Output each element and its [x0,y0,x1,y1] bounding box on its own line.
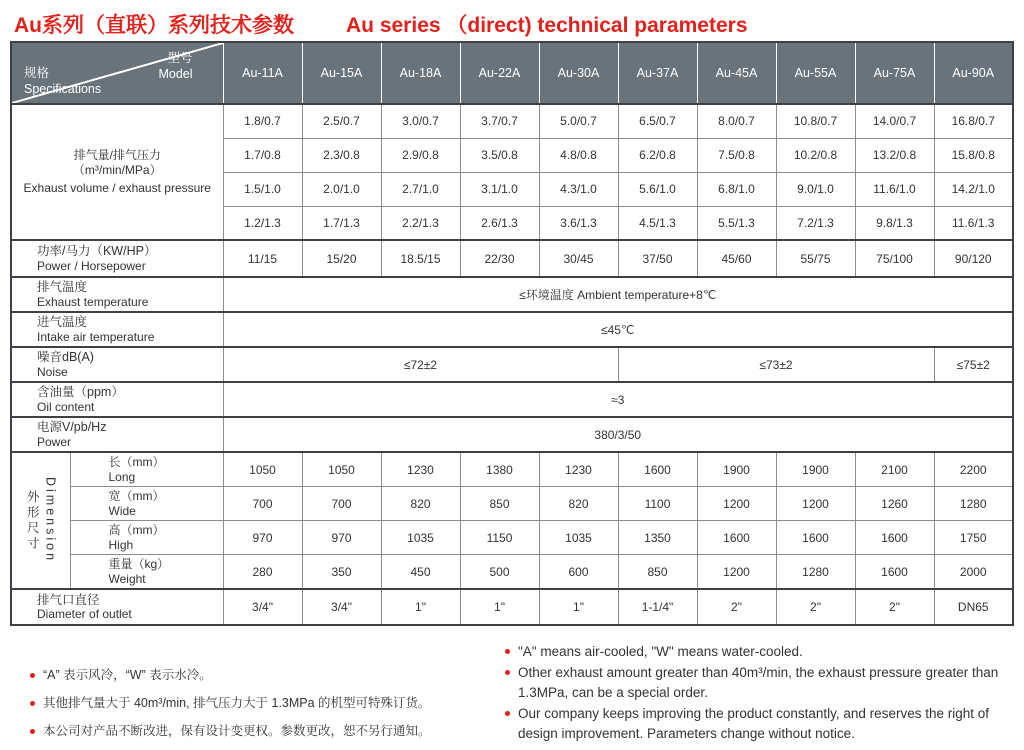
outlet-label-en: Diameter of outlet [37,607,132,621]
outlet-value-cell: 1" [460,589,539,625]
footnote-en-item: "A" means air-cooled, "W" means water-cooled. [505,642,1013,662]
exhaust-temp-label-zh: 排气温度 [37,280,88,294]
exhaust-temp-row [11,277,1013,312]
outlet-value-cell: 2" [776,589,855,625]
exhaust-value-cell: 2.7/1.0 [381,172,460,206]
exhaust-label-en: Exhaust volume / exhaust pressure [23,181,211,195]
power-value-cell: 11/15 [223,240,302,277]
exhaust-label-zh: 排气量/排气压力 [73,148,161,162]
oil-content-label-zh: 含油量（ppm） [37,385,124,399]
model-header-cell: Au-45A [697,42,776,104]
exhaust-value-cell: 3.1/1.0 [460,172,539,206]
intake-temp-row [11,312,1013,347]
outlet-row [11,589,1013,625]
corner-spec-en: Specifications [24,82,102,96]
dimension-row-long [11,452,1013,487]
page-title-en: Au series （direct) technical parameters [346,14,748,37]
noise-value-mid: ≤73±2 [618,347,934,382]
intake-temp-label-en: Intake air temperature [37,329,155,344]
model-header-cell: Au-37A [618,42,697,104]
noise-label-en: Noise [37,364,68,379]
exhaust-temp-label-en: Exhaust temperature [37,294,149,309]
dimension-high-value-cell: 1600 [776,521,855,555]
noise-row [11,347,1013,382]
dimension-wide-value-cell: 1100 [618,487,697,521]
dimension-wide-value-cell: 1200 [697,487,776,521]
power-value-cell: 75/100 [855,240,934,277]
model-header-cell: Au-22A [460,42,539,104]
dimension-weight-value-cell: 1280 [776,555,855,590]
exhaust-value-cell: 2.6/1.3 [460,206,539,240]
exhaust-value-cell: 10.2/0.8 [776,138,855,172]
dimension-weight-value-cell: 350 [302,555,381,590]
dimension-long-value-cell: 1230 [381,452,460,487]
exhaust-value-cell: 5.5/1.3 [697,206,776,240]
footnote-en-item: Other exhaust amount greater than 40m³/min, the exhaust pressure greater than 1.3MPa, can be a special order. [505,663,1013,703]
dimension-weight-value-cell: 600 [539,555,618,590]
dimension-weight-value-cell: 500 [460,555,539,590]
dimension-weight-value-cell: 850 [618,555,697,590]
dimension-wide-value-cell: 1280 [934,487,1013,521]
model-header-cell: Au-15A [302,42,381,104]
power-supply-label [11,417,223,452]
exhaust-value-cell: 2.2/1.3 [381,206,460,240]
power-value-cell: 30/45 [539,240,618,277]
dimension-long-value-cell: 2200 [934,452,1013,487]
exhaust-value-cell: 14.0/0.7 [855,104,934,138]
dimension-high-label [70,521,223,555]
exhaust-value-cell: 6.5/0.7 [618,104,697,138]
dimension-high-label-en: High [108,537,134,552]
model-header-cell: Au-90A [934,42,1013,104]
intake-temp-label-zh: 进气温度 [37,315,88,329]
exhaust-value-cell: 9.8/1.3 [855,206,934,240]
dimension-high-value-cell: 1600 [697,521,776,555]
outlet-value-cell: 1" [539,589,618,625]
exhaust-value-cell: 7.5/0.8 [697,138,776,172]
dimension-wide-value-cell: 1200 [776,487,855,521]
exhaust-value-cell: 2.0/1.0 [302,172,381,206]
power-value-cell: 18.5/15 [381,240,460,277]
exhaust-label [11,104,223,240]
exhaust-value-cell: 1.7/1.3 [302,206,381,240]
power-value-cell: 45/60 [697,240,776,277]
noise-label-zh: 噪音dB(A) [37,350,94,364]
dimension-weight-value-cell: 1600 [855,555,934,590]
dimension-wide-value-cell: 850 [460,487,539,521]
dimension-high-value-cell: 970 [223,521,302,555]
outlet-label-zh: 排气口直径 [37,592,100,607]
power-value-cell: 37/50 [618,240,697,277]
exhaust-value-cell: 2.3/0.8 [302,138,381,172]
dimension-wide-value-cell: 820 [381,487,460,521]
exhaust-temp-label [11,277,223,312]
exhaust-value-cell: 4.8/0.8 [539,138,618,172]
model-header-cell: Au-18A [381,42,460,104]
exhaust-value-cell: 13.2/0.8 [855,138,934,172]
footnotes [30,642,1016,750]
exhaust-value-cell: 5.6/1.0 [618,172,697,206]
power-label-zh: 功率/马力（KW/HP） [37,244,157,258]
dimension-wide-value-cell: 700 [302,487,381,521]
power-value-cell: 15/20 [302,240,381,277]
dimension-long-value-cell: 2100 [855,452,934,487]
page-title [0,0,1024,41]
exhaust-label-unit: （m³/min/MPa） [72,163,162,177]
dimension-long-value-cell: 1600 [618,452,697,487]
power-label-en: Power / Horsepower [37,258,146,273]
exhaust-value-cell: 6.2/0.8 [618,138,697,172]
oil-content-label [11,382,223,417]
dimension-weight-value-cell: 2000 [934,555,1013,590]
exhaust-value-cell: 4.5/1.3 [618,206,697,240]
footnotes-zh [30,642,478,750]
exhaust-value-cell: 14.2/1.0 [934,172,1013,206]
outlet-value-cell: 1-1/4" [618,589,697,625]
dimension-long-value-cell: 1050 [302,452,381,487]
outlet-value-cell: DN65 [934,589,1013,625]
exhaust-value-cell: 8.0/0.7 [697,104,776,138]
power-supply-label-en: Power [37,434,72,449]
exhaust-value-cell: 5.0/0.7 [539,104,618,138]
dimension-label-en: Dimension [43,477,58,564]
dimension-weight-value-cell: 280 [223,555,302,590]
footnote-zh-item: “A” 表示风冷，“W” 表示水冷。 [30,666,478,685]
dimension-long-value-cell: 1900 [776,452,855,487]
outlet-value-cell: 2" [855,589,934,625]
corner-spec-zh: 规格 [24,66,50,80]
exhaust-value-cell: 11.6/1.3 [934,206,1013,240]
power-supply-row [11,417,1013,452]
noise-label [11,347,223,382]
power-supply-value: 380/3/50 [223,417,1013,452]
exhaust-value-cell: 11.6/1.0 [855,172,934,206]
exhaust-row-0 [11,104,1013,138]
dimension-long-value-cell: 1230 [539,452,618,487]
spec-table [10,41,1014,626]
exhaust-value-cell: 3.7/0.7 [460,104,539,138]
exhaust-value-cell: 7.2/1.3 [776,206,855,240]
dimension-weight-value-cell: 450 [381,555,460,590]
model-header-row [11,42,1013,104]
dimension-high-value-cell: 1150 [460,521,539,555]
exhaust-value-cell: 1.2/1.3 [223,206,302,240]
dimension-label [11,452,70,589]
power-value-cell: 90/120 [934,240,1013,277]
dimension-high-value-cell: 970 [302,521,381,555]
exhaust-value-cell: 1.8/0.7 [223,104,302,138]
dimension-wide-label [70,487,223,521]
dimension-high-value-cell: 1035 [539,521,618,555]
dimension-long-label-en: Long [108,469,136,484]
footnotes-en [505,642,1013,750]
footnote-zh-item: 本公司对产品不断改进，保有设计变更权。参数更改，恕不另行通知。 [30,722,478,741]
dimension-wide-value-cell: 700 [223,487,302,521]
model-header-cell: Au-30A [539,42,618,104]
exhaust-value-cell: 4.3/1.0 [539,172,618,206]
outlet-value-cell: 2" [697,589,776,625]
dimension-wide-label-zh: 宽（mm） [108,489,165,503]
outlet-value-cell: 1" [381,589,460,625]
corner-cell [11,42,223,104]
dimension-high-value-cell: 1350 [618,521,697,555]
dimension-weight-value-cell: 1200 [697,555,776,590]
power-value-cell: 55/75 [776,240,855,277]
dimension-label-zh: 外形尺寸 [25,489,40,552]
power-label [11,240,223,277]
intake-temp-label [11,312,223,347]
exhaust-temp-value: ≤环境温度 Ambient temperature+8℃ [223,277,1013,312]
corner-spec-label [24,65,101,97]
dimension-wide-label-en: Wide [108,503,136,518]
dimension-weight-label-zh: 重量（kg） [108,557,170,571]
dimension-long-value-cell: 1050 [223,452,302,487]
exhaust-value-cell: 10.8/0.7 [776,104,855,138]
intake-temp-value: ≤45℃ [223,312,1013,347]
dimension-wide-value-cell: 1260 [855,487,934,521]
outlet-label [11,589,223,625]
exhaust-value-cell: 1.7/0.8 [223,138,302,172]
dimension-high-value-cell: 1750 [934,521,1013,555]
dimension-high-value-cell: 1035 [381,521,460,555]
dimension-long-value-cell: 1380 [460,452,539,487]
oil-content-label-en: Oil content [37,399,95,414]
exhaust-value-cell: 16.8/0.7 [934,104,1013,138]
exhaust-value-cell: 2.9/0.8 [381,138,460,172]
exhaust-value-cell: 3.6/1.3 [539,206,618,240]
corner-model-zh: 型号 [167,51,193,65]
dimension-weight-label-en: Weight [108,571,146,586]
outlet-value-cell: 3/4" [302,589,381,625]
dimension-row-weight [11,555,1013,590]
dimension-high-label-zh: 高（mm） [108,523,165,537]
model-header-cell: Au-75A [855,42,934,104]
dimension-row-high [11,521,1013,555]
exhaust-value-cell: 3.5/0.8 [460,138,539,172]
footnote-en-item: Our company keeps improving the product constantly, and reserves the right of design improvement. Parameters change without notice. [505,704,1013,744]
corner-model-en: Model [158,67,193,81]
power-value-cell: 22/30 [460,240,539,277]
exhaust-value-cell: 6.8/1.0 [697,172,776,206]
power-supply-label-zh: 电源V/pb/Hz [37,420,107,434]
model-header-cell: Au-11A [223,42,302,104]
exhaust-value-cell: 15.8/0.8 [934,138,1013,172]
oil-content-value: ≈3 [223,382,1013,417]
power-row [11,240,1013,277]
oil-content-row [11,382,1013,417]
exhaust-value-cell: 2.5/0.7 [302,104,381,138]
corner-model-label [158,50,192,82]
dimension-wide-value-cell: 820 [539,487,618,521]
page-title-zh: Au系列（直联）系列技术参数 [14,14,294,37]
dimension-weight-label [70,555,223,590]
dimension-long-label-zh: 长（mm） [108,455,165,469]
exhaust-value-cell: 1.5/1.0 [223,172,302,206]
model-header-cell: Au-55A [776,42,855,104]
noise-value-low: ≤72±2 [223,347,618,382]
exhaust-value-cell: 3.0/0.7 [381,104,460,138]
exhaust-value-cell: 9.0/1.0 [776,172,855,206]
dimension-row-wide [11,487,1013,521]
footnote-zh-item: 其他排气量大于 40m³/min, 排气压力大于 1.3MPa 的机型可特殊订货。 [30,694,478,713]
dimension-high-value-cell: 1600 [855,521,934,555]
noise-value-high: ≤75±2 [934,347,1013,382]
dimension-long-value-cell: 1900 [697,452,776,487]
dimension-long-label [70,452,223,487]
outlet-value-cell: 3/4" [223,589,302,625]
